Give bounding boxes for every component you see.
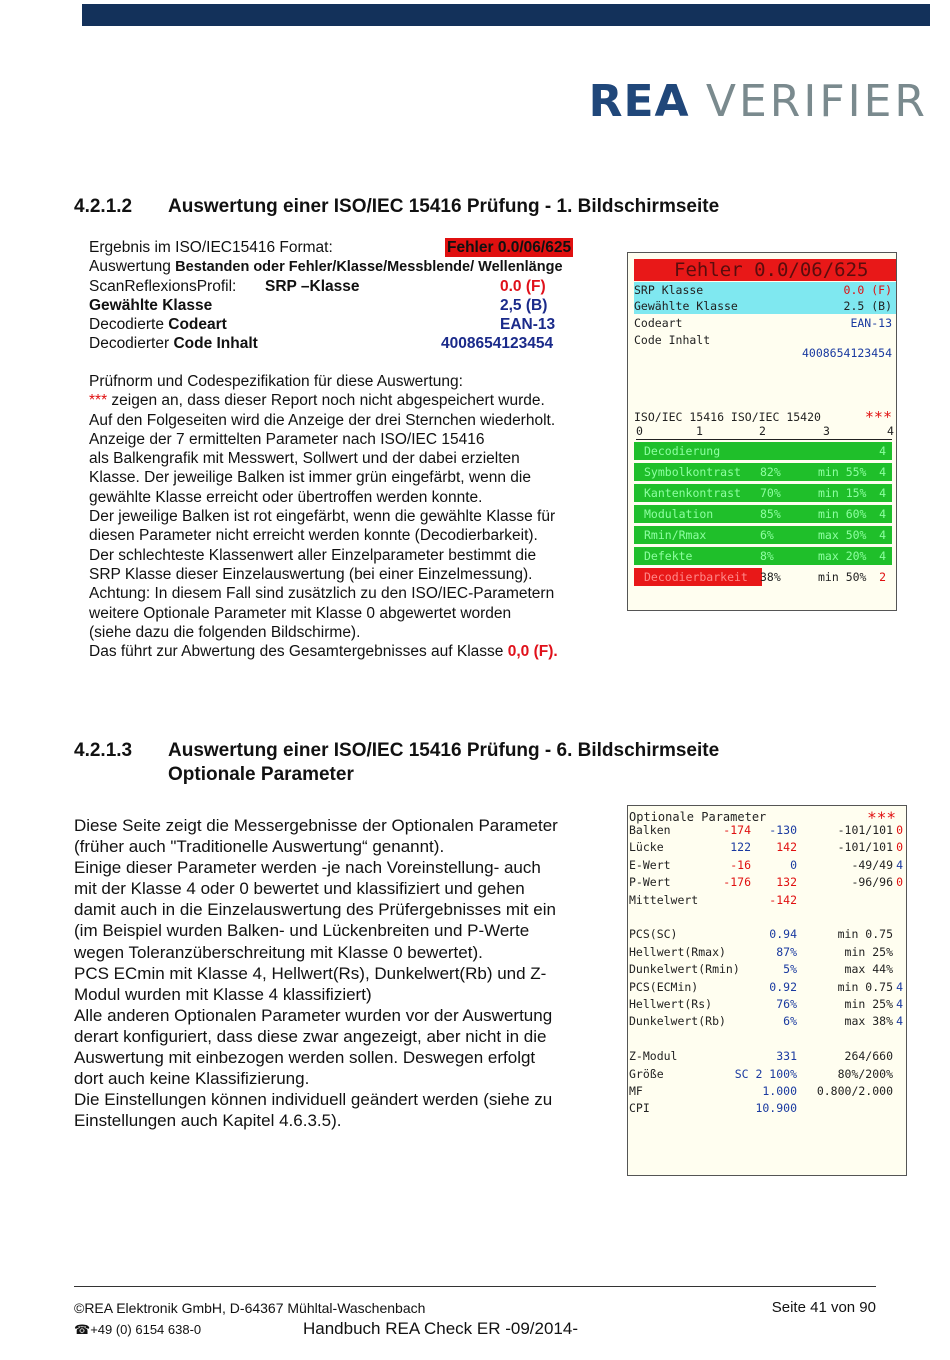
optional-cell-label: Größe (629, 1066, 664, 1081)
optional-stars: *** (867, 808, 896, 827)
optional-cell-label: Z-Modul (629, 1049, 678, 1064)
optional-cell-g: 0 (896, 823, 903, 837)
footer-page: Seite 41 von 90 (771, 1299, 876, 1316)
screen-error-title: Fehler 0.0/06/625 (634, 259, 896, 281)
screen-row-codeart: Codeart EAN-13 (634, 316, 892, 330)
optional-cell-label: CPI (629, 1101, 650, 1116)
optional-row (629, 1100, 905, 1117)
optional-cell-label: Hellwert(Rs) (629, 997, 713, 1011)
optional-cell-g: 4 (896, 857, 903, 872)
bar-modulation: Modulation 85% min 60% 4 (634, 505, 892, 523)
device-screen-optional (627, 805, 907, 1176)
optional-cell-g: 0 (896, 875, 903, 890)
optional-cell-v2: SC 2 100% (734, 1066, 797, 1081)
optional-cell-label: E-Wert (629, 857, 671, 872)
optional-row (629, 909, 905, 926)
bar-decodierung: Decodierung 4 (634, 442, 892, 460)
footer-rule (74, 1286, 876, 1287)
optional-cell-v2: 10.900 (755, 1101, 797, 1116)
optional-table (629, 822, 905, 1172)
optional-cell-label: P-Wert (629, 875, 671, 890)
bar-defekte: Defekte 8% max 20% 4 (634, 547, 892, 565)
optional-cell-v3: max 44% (844, 962, 893, 977)
section-2-subtitle: Optionale Parameter (168, 764, 354, 785)
optional-cell-v2: 0 (790, 857, 797, 872)
section-1-title: Auswertung einer ISO/IEC 15416 Prüfung - 1. Bildschirmseite (168, 196, 720, 217)
device-screen-result (627, 252, 897, 611)
final-grade: 0,0 (F). (507, 643, 558, 661)
screen-row-srp: SRP Klasse 0.0 (F) (634, 282, 896, 298)
section-2-number: 4.2.1.3 (74, 740, 133, 761)
bar-decodierbarkeit: Decodierbarkeit 38% min 50% 2 (634, 568, 892, 586)
optional-cell-v3: -49/49 (851, 857, 893, 872)
optional-row (629, 996, 905, 1013)
optional-row (629, 874, 905, 891)
optional-row (629, 1083, 905, 1100)
result-line-inhalt: Decodierter Code Inhalt 4008654123454 (89, 335, 554, 353)
optional-cell-v3: max 38% (844, 1014, 893, 1029)
result-summary (89, 238, 599, 354)
optional-row (629, 1031, 905, 1048)
optional-cell-v2: 87% (776, 944, 797, 959)
result-line-klasse: Gewählte Klasse 2,5 (B) (89, 296, 548, 314)
optional-row (629, 1013, 905, 1030)
optional-row (629, 1048, 905, 1065)
optional-title: Optionale Parameter (629, 810, 767, 824)
optional-cell-g: 4 (896, 997, 903, 1011)
optional-cell-g: 4 (896, 1014, 903, 1029)
section-1-number: 4.2.1.2 (74, 196, 133, 217)
optional-cell-v2: 142 (776, 840, 797, 855)
srp-value: 0.0 (F) (500, 277, 546, 295)
result-line-format: Ergebnis im ISO/IEC15416 Format: Fehler 0.0/06/625 (89, 239, 572, 256)
optional-cell-v1: -174 (723, 823, 751, 837)
footer-phone: ☎+49 (0) 6154 638-0 (74, 1322, 202, 1337)
klasse-value: 2,5 (B) (500, 296, 548, 314)
screen-stars: *** (864, 408, 892, 426)
optional-row (629, 822, 905, 839)
optional-cell-label: MF (629, 1084, 643, 1098)
optional-row (629, 944, 905, 961)
stars-marker: *** (89, 392, 108, 410)
optional-cell-label: Balken (629, 823, 671, 837)
inhalt-value: 4008654123454 (441, 335, 554, 353)
optional-cell-v2: 0.94 (769, 927, 797, 942)
optional-cell-g: 4 (896, 979, 903, 994)
optional-row (629, 839, 905, 856)
section-1-paragraph: Prüfnorm und Codespezifikation für diese Auswertung: *** zeigen an, dass dieser Report noch nicht abgespeichert wurde. Auf den Folgeseiten wird die Anzeige der drei Sternchen wiederholt. Anzeige der 7 ermittelten Parameter nach ISO/IEC 15416 als Balkengrafik mit Messwert, Sollwert und der dabei erzielten Klasse. Der jeweilige Balken ist immer grün eingefärbt, wenn die gewählte Klasse erreicht oder übertroffen werden konnte. Der jeweilige Balken ist rot eingefärbt, wenn die gewählte Klasse für diesen Parameter nicht erreicht werden konnte (Decodierbarkeit). Der schlechteste Klassenwert aller Einzelparameter bestimmt die SRP Klasse dieser Einzelauswertung (bei einer Einzelmessung). Achtung: In diesem Fall sind zusätzlich zu den ISO/IEC-Parametern weitere Optionale Parameter mit Klasse 0 abgewertet worden (siehe dazu die folgenden Bildschirme). Das führt zur Abwertung des Gesamtergebnisses auf Klasse 0,0 (F). (89, 373, 558, 661)
optional-cell-v3: 264/660 (844, 1049, 893, 1064)
optional-row (629, 892, 905, 909)
optional-cell-v2: -130 (769, 823, 797, 837)
optional-cell-v1: -176 (723, 875, 751, 890)
optional-cell-v3: 80%/200% (837, 1066, 893, 1081)
optional-cell-label: Dunkelwert(Rmin) (629, 962, 740, 977)
optional-row (629, 926, 905, 943)
codeart-value: EAN-13 (500, 316, 556, 334)
optional-row (629, 1066, 905, 1083)
optional-cell-v2: 6% (783, 1014, 797, 1029)
optional-cell-v3: min 25% (844, 944, 893, 959)
optional-cell-v2: 76% (776, 997, 797, 1011)
optional-cell-v2: 132 (776, 875, 797, 890)
screen-row-klasse: Gewählte Klasse 2.5 (B) (634, 298, 896, 314)
optional-cell-v3: -96/96 (851, 875, 893, 890)
screen-norm: ISO/IEC 15416 ISO/IEC 15420 *** (634, 408, 892, 426)
optional-cell-label: Lücke (629, 840, 664, 855)
optional-cell-label: PCS(ECMin) (629, 979, 699, 994)
optional-cell-v3: -101/101 (837, 823, 893, 837)
optional-cell-v1: -16 (730, 857, 751, 872)
result-error-badge: Fehler 0.0/06/625 (447, 239, 572, 256)
optional-cell-v3: min 0.75 (837, 927, 893, 942)
footer-manual: Handbuch REA Check ER -09/2014- (303, 1319, 578, 1338)
bar-rmin-rmax: Rmin/Rmax 6% max 50% 4 (634, 526, 892, 544)
section-2-paragraph: Diese Seite zeigt die Messergebnisse der Optionalen Parameter (früher auch "Traditionelle Auswertung“ genannt). Einige dieser Parameter werden -je nach Voreinstellung- auch mit der Klasse 4 oder 0 bewertet und klassifiziert und gehen damit auch in die Einzelauswertung des Prüfergebnisses mit ein (im Beispiel wurden Balken- und Lückenbreiten und P-Werte wegen Toleranzüberschreitung mit Klasse 0 bewertet). PCS ECmin mit Klasse 4, Hellwert(Rs), Dunkelwert(Rb) und Z- Modul wurden mit Klasse 4 klassifiziert) Alle anderen Optionalen Parameter wurden vor der Auswertung derart konfiguriert, dass diese zwar angezeigt, aber nicht in die Auswertung mit einbezogen werden sollen. Deswegen erfolgt dort auch keine Klassifizierung. Die Einstellungen können individuell geändert werden (siehe zu Einstellungen auch Kapitel 4.6.3.5). (74, 816, 558, 1131)
optional-cell-v2: 0.92 (769, 979, 797, 994)
grade-scale: 0 1 2 3 4 (636, 424, 894, 438)
screen-row-code: 4008654123454 (801, 346, 892, 360)
section-2-title: Auswertung einer ISO/IEC 15416 Prüfung - 6. Bildschirmseite (168, 740, 720, 761)
footer-company: ©REA Elektronik GmbH, D-64367 Mühltal-Waschenbach (74, 1300, 426, 1316)
optional-cell-v2: 5% (783, 962, 797, 977)
result-line-codeart: Decodierte Codeart EAN-13 (89, 316, 556, 334)
optional-cell-v2: 1.000 (762, 1084, 797, 1098)
optional-cell-label: Hellwert(Rmax) (629, 944, 726, 959)
result-line-srp: ScanReflexionsProfil: SRP –Klasse 0.0 (F) (89, 277, 546, 295)
optional-cell-label: Dunkelwert(Rb) (629, 1014, 726, 1029)
optional-cell-v3: -101/101 (837, 840, 893, 855)
optional-row (629, 961, 905, 978)
optional-cell-v2: -142 (769, 892, 797, 907)
optional-cell-v2: 331 (776, 1049, 797, 1064)
result-line-auswertung: Auswertung Bestanden oder Fehler/Klasse/Messblende/ Wellenlänge (89, 258, 563, 276)
optional-cell-label: Mittelwert (629, 892, 699, 907)
bar-kantenkontrast: Kantenkontrast 70% min 15% 4 (634, 484, 892, 502)
bar-symbolkontrast: Symbolkontrast 82% min 55% 4 (634, 463, 892, 481)
optional-row (629, 979, 905, 996)
optional-row (629, 857, 905, 874)
header-bar (82, 4, 930, 26)
optional-cell-g: 0 (896, 840, 903, 855)
section-1-heading (74, 196, 719, 218)
brand-logo: REA VERIFIER (588, 76, 928, 127)
section-2-heading (74, 740, 719, 762)
optional-cell-v3: 0.800/2.000 (816, 1084, 893, 1098)
screen-row-inhalt: Code Inhalt (634, 333, 711, 347)
optional-cell-v3: min 25% (844, 997, 893, 1011)
optional-cell-v3: min 0.75 (837, 979, 893, 994)
optional-cell-label: PCS(SC) (629, 927, 678, 942)
optional-cell-v1: 122 (730, 840, 751, 855)
